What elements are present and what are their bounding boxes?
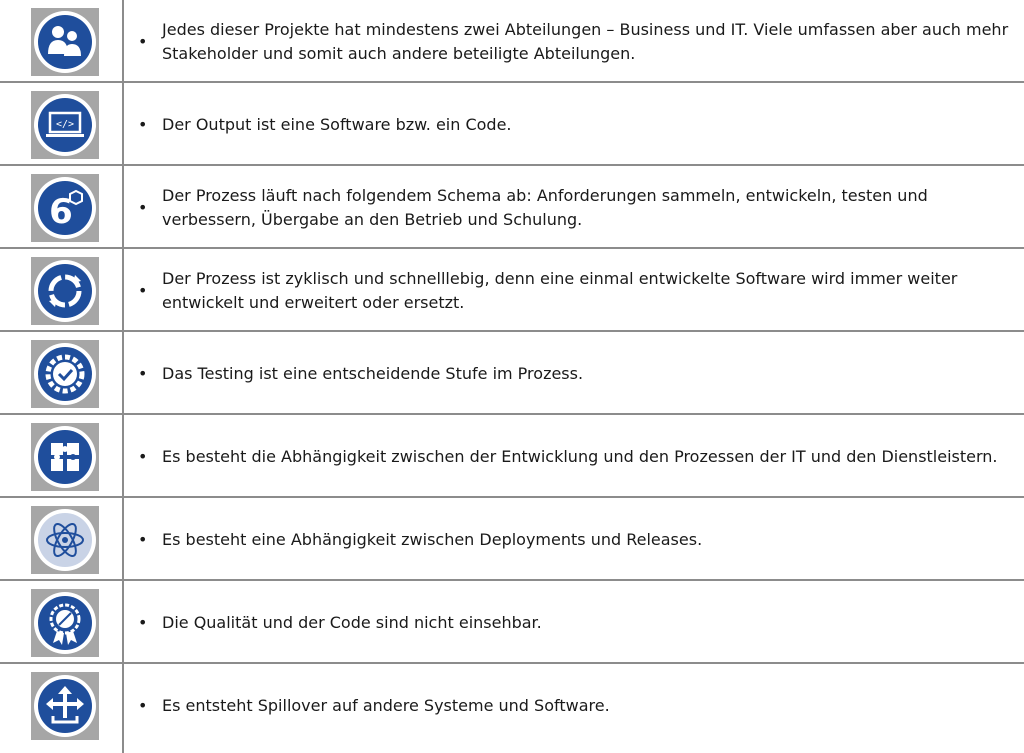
quality-badge-icon: [31, 589, 99, 657]
bullet: •: [138, 696, 148, 715]
laptop-code-icon: [31, 91, 99, 159]
row-text: Der Prozess ist zyklisch und schnelllebig, denn eine einmal entwickelte Software wird immer weiter entwickelt und erweitert oder ersetzt.: [162, 268, 958, 312]
table-row: [0, 0, 1024, 83]
row-text: Es besteht eine Abhängigkeit zwischen Deployments und Releases.: [162, 529, 703, 549]
bullet: •: [138, 613, 148, 632]
six-sigma-icon: [31, 174, 99, 242]
table-row: [0, 332, 1024, 415]
cycle-arrows-icon: [31, 257, 99, 325]
row-text: Es besteht die Abhängigkeit zwischen der Entwicklung und den Prozessen der IT und den Dienstleistern.: [162, 446, 998, 466]
split-arrows-icon: [31, 672, 99, 740]
table-row: [0, 415, 1024, 498]
table-row: [0, 581, 1024, 664]
bullet: •: [138, 115, 148, 134]
table-row: [0, 498, 1024, 581]
atom-icon: [31, 506, 99, 574]
bullet: •: [138, 530, 148, 549]
bullet: •: [138, 447, 148, 466]
row-text: Das Testing ist eine entscheidende Stufe im Prozess.: [162, 363, 584, 383]
table-row: [0, 166, 1024, 249]
row-text: Jedes dieser Projekte hat mindestens zwei Abteilungen – Business und IT. Viele umfassen aber auch mehr Stakeholder und somit auch andere beteiligte Abteilungen.: [162, 19, 1009, 63]
table-row: [0, 249, 1024, 332]
row-text: Es entsteht Spillover auf andere Systeme und Software.: [162, 695, 610, 715]
puzzle-icon: [31, 423, 99, 491]
bullet: •: [138, 364, 148, 383]
row-text: Die Qualität und der Code sind nicht einsehbar.: [162, 612, 542, 632]
row-text: Der Prozess läuft nach folgendem Schema ab: Anforderungen sammeln, entwickeln, testen und verbessern, Übergabe an den Betrieb und Schulung.: [162, 185, 928, 229]
bullet: •: [138, 32, 148, 51]
svg-text:6: 6: [49, 192, 73, 232]
bullet: •: [138, 281, 148, 300]
gear-check-icon: [31, 340, 99, 408]
row-text: Der Output ist eine Software bzw. ein Code.: [162, 114, 512, 134]
table-row: [0, 664, 1024, 753]
bullet: •: [138, 198, 148, 217]
people-icon: [31, 8, 99, 76]
table-row: [0, 83, 1024, 166]
svg-text:</>: </>: [55, 119, 75, 130]
